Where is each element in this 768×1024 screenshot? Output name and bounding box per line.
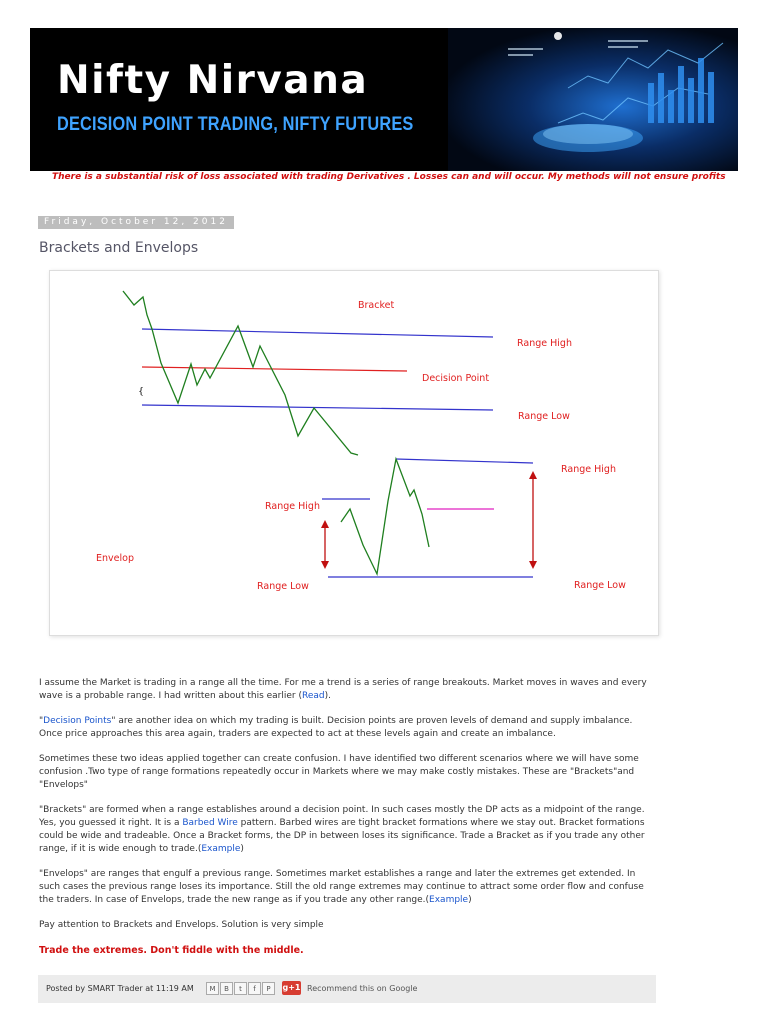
bracket-example-link[interactable]: Example xyxy=(201,844,241,854)
facebook-icon[interactable]: f xyxy=(248,982,261,995)
post-figure[interactable] xyxy=(49,270,659,636)
paragraph-text: pattern. Barbed wires are tight bracket formations where we stay out. Bracket formations could be wide and tradeable. Once a Bracket forms, the DP in between loses its significance. Trade a Bracket as if you trade any other range, if it is wide enough to trade.( xyxy=(39,818,645,854)
paragraph-text: " are another idea on which my trading is built. Decision points are proven levels of demand and supply imbalance. Once price approaches this area again, traders are expected to act at these levels again and create an imbalance. xyxy=(39,716,633,739)
read-link[interactable]: Read xyxy=(301,691,325,701)
envelop-range-high-label: Range High xyxy=(561,464,616,475)
barbed-wire-link[interactable]: Barbed Wire xyxy=(182,818,238,828)
blog-header xyxy=(30,28,738,171)
pinterest-icon[interactable]: P xyxy=(262,982,275,995)
post-title[interactable]: Brackets and Envelops xyxy=(39,240,199,256)
paragraph-4 xyxy=(39,804,656,856)
bracket-range-high-line xyxy=(142,329,493,337)
paragraph-7 xyxy=(39,944,656,958)
outer-arrow-head-up xyxy=(529,471,537,479)
share-buttons xyxy=(206,981,417,995)
recommend-text: Recommend this on Google xyxy=(307,983,418,993)
envelop-price-path xyxy=(341,459,429,574)
blog-title[interactable]: Nifty Nirvana xyxy=(57,58,369,103)
paragraph-text: ) xyxy=(468,895,472,905)
paragraph-text: I assume the Market is trading in a range all the time. For me a trend is a series of range breakouts. Market moves in waves and every wave is a probable range. I had written about this earlier ( xyxy=(39,678,647,701)
paragraph-1 xyxy=(39,677,656,703)
paragraph-6 xyxy=(39,919,656,932)
bracket-range-low-label: Range Low xyxy=(518,411,570,422)
inner-arrow-head-down xyxy=(321,561,329,569)
paragraph-3 xyxy=(39,753,656,792)
post-date-header: Friday, October 12, 2012 xyxy=(38,216,234,229)
header-finance-graphic xyxy=(448,28,738,171)
envelop-range-high-line xyxy=(396,459,533,463)
bracket-range-low-line xyxy=(142,405,493,410)
inner-arrow-head-up xyxy=(321,520,329,528)
paragraph-text: ) xyxy=(240,844,244,854)
paragraph-text: ). xyxy=(324,691,331,701)
envelop-label: Envelop xyxy=(96,553,134,564)
outer-arrow-head-down xyxy=(529,561,537,569)
envelop-diagram xyxy=(96,459,626,592)
bracket-diagram xyxy=(123,291,572,455)
decision-points-link[interactable]: Decision Points xyxy=(43,716,112,726)
risk-disclaimer: There is a substantial risk of loss associated with trading Derivatives . Losses can and will occur. My methods will not ensure profits xyxy=(52,172,726,182)
google-plus-one-button[interactable]: g+1 xyxy=(282,981,301,995)
decision-point-label: Decision Point xyxy=(422,373,490,384)
inner-range-low-label: Range Low xyxy=(257,581,309,592)
blog-description: DECISION POINT TRADING, NIFTY FUTURES xyxy=(57,114,414,135)
paragraph-text: Pay attention to Brackets and Envelops. Solution is very simple xyxy=(39,920,324,930)
paragraph-text: " xyxy=(39,716,44,726)
bracket-range-high-label: Range High xyxy=(517,338,572,349)
post-footer xyxy=(38,975,656,1003)
emphasis-text: Trade the extremes. Don't fiddle with the middle. xyxy=(39,945,304,956)
brace-symbol: { xyxy=(138,386,145,397)
bracket-label: Bracket xyxy=(358,300,395,311)
post-body xyxy=(39,677,656,970)
inner-range-high-label: Range High xyxy=(265,501,320,512)
paragraph-2 xyxy=(39,715,656,741)
envelop-example-link[interactable]: Example xyxy=(429,895,469,905)
paragraph-text: "Brackets" are formed when a range establishes around a decision point. In such cases mostly the DP acts as a midpoint of the range. Yes, you guessed it right. It is a xyxy=(39,805,645,828)
envelop-range-low-label: Range Low xyxy=(574,580,626,591)
bracket-price-path xyxy=(123,291,358,455)
email-icon[interactable]: M xyxy=(206,982,219,995)
decision-point-line xyxy=(142,367,407,371)
paragraph-5 xyxy=(39,868,656,907)
paragraph-text: "Envelops" are ranges that engulf a previous range. Sometimes market establishes a range and later the extremes get extended. In such cases the previous range loses its importance. Still the old range extremes may continue to attract some order flow and confuse the traders. In case of Envelops, trade the new range as if you trade any other range.( xyxy=(39,869,644,905)
twitter-icon[interactable]: t xyxy=(234,982,247,995)
posted-by[interactable]: Posted by SMART Trader at 11:19 AM xyxy=(46,984,194,993)
paragraph-text: Sometimes these two ideas applied together can create confusion. I have identified two different scenarios where we will have some confusion .Two type of range formations repeatedly occur in Markets where we may make costly mistakes. These are "Brackets"and "Envelops" xyxy=(39,754,639,790)
blog-this-icon[interactable]: B xyxy=(220,982,233,995)
